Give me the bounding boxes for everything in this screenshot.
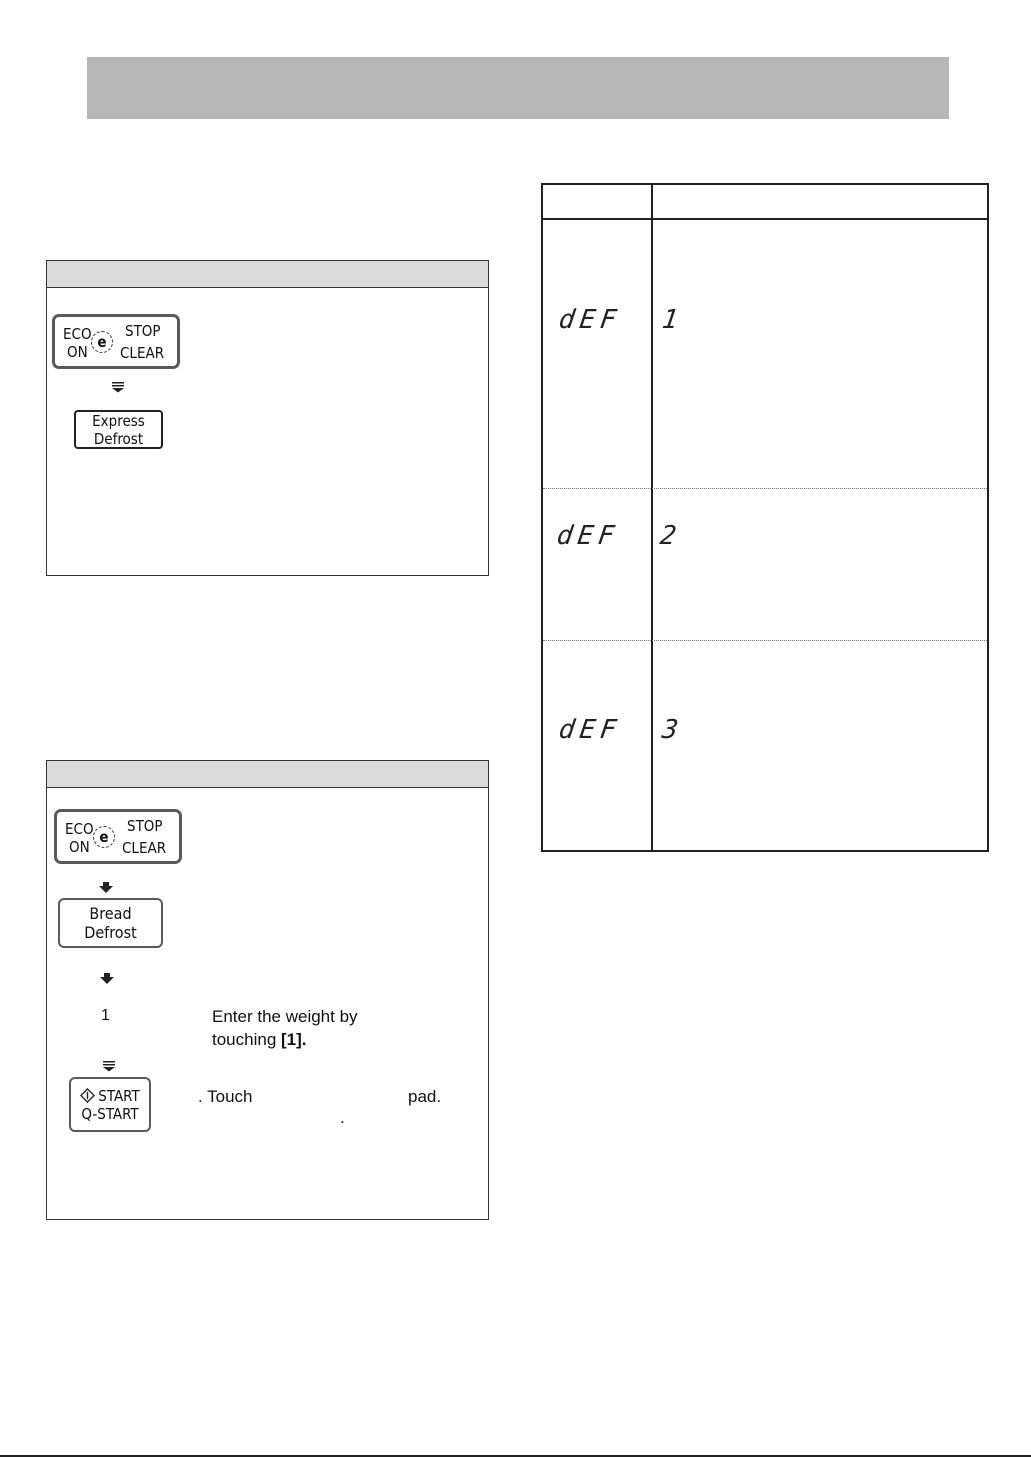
start-q-start-button[interactable] (69, 1077, 151, 1132)
display-def-3: dEF 3 (556, 715, 686, 745)
table-column-divider (651, 185, 653, 850)
express-label: Express (92, 411, 145, 430)
touch-text: . Touch (198, 1087, 253, 1106)
eco-label: ECO (65, 820, 94, 838)
on-label: ON (69, 838, 90, 856)
eco-leaf-icon: e (91, 331, 113, 353)
eco-stop-clear-button[interactable] (54, 809, 182, 864)
q-start-label: Q-START (81, 1104, 139, 1123)
clear-label: CLEAR (120, 344, 165, 362)
table-row-divider (543, 488, 987, 489)
number-1-key[interactable]: 1 (101, 1007, 110, 1024)
clear-label: CLEAR (122, 839, 167, 857)
eco-stop-clear-button[interactable] (52, 314, 180, 369)
bread-defrost-panel (46, 760, 489, 1220)
defrost-label: Defrost (93, 429, 144, 448)
express-defrost-button[interactable] (74, 410, 163, 449)
start-label: START (98, 1086, 140, 1105)
stop-label: STOP (127, 817, 163, 835)
defrost-label: Defrost (84, 923, 137, 942)
page-header-band (87, 57, 949, 119)
arrow-down-icon (100, 973, 114, 985)
panel-header (47, 261, 488, 288)
stop-label: STOP (125, 322, 161, 340)
start-diamond-icon (80, 1088, 95, 1103)
table-row-divider (543, 640, 987, 641)
double-arrow-down-icon (111, 381, 125, 393)
on-label: ON (67, 343, 88, 361)
display-def-1: dEF 1 (556, 305, 686, 335)
express-defrost-panel (46, 260, 489, 576)
display-def-2: dEF 2 (554, 521, 684, 551)
bread-label: Bread (89, 903, 132, 923)
enter-weight-text: Enter the weight by (212, 1007, 358, 1026)
eco-label: ECO (63, 325, 92, 343)
bread-defrost-button[interactable] (58, 898, 163, 948)
panel-header (47, 761, 488, 788)
pad-text: pad. (408, 1087, 442, 1106)
defrost-display-table (541, 183, 989, 852)
period-text: . (340, 1108, 345, 1127)
eco-leaf-icon: e (93, 826, 115, 848)
touching-text: touching [1]. (212, 1030, 307, 1049)
double-arrow-down-icon (102, 1060, 116, 1072)
arrow-down-icon (99, 882, 113, 894)
table-header-divider (543, 218, 987, 220)
